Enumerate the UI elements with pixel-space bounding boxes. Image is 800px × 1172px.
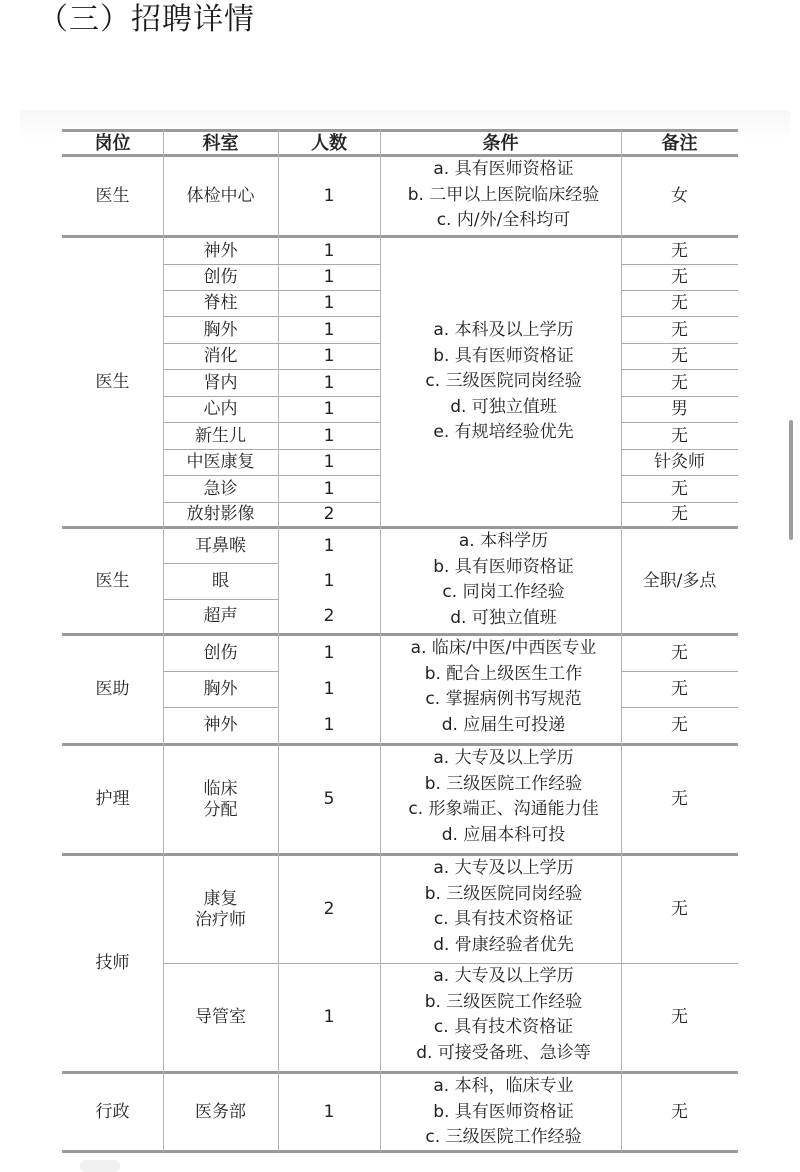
position-cell: 护理	[95, 789, 130, 809]
note-cell: 女	[671, 185, 688, 206]
department-cell	[163, 856, 278, 963]
count-cell: 1	[323, 346, 335, 366]
note-cell: 无	[671, 679, 688, 699]
conditions-cell	[380, 238, 621, 526]
department-cell: 超声	[203, 606, 238, 626]
header-department: 科室	[202, 133, 239, 154]
count-cell: 1	[323, 643, 335, 663]
department-cell: 急诊	[203, 478, 238, 499]
condition-item: c. 三级医院同岗经验	[425, 371, 582, 392]
note-cell: 无	[671, 372, 688, 393]
department-line: 治疗师	[195, 909, 246, 930]
note-cell: 无	[671, 425, 688, 446]
count-cell: 1	[323, 425, 335, 446]
count-cell: 1	[323, 571, 335, 591]
count-cell: 1	[323, 1101, 335, 1122]
condition-item: d. 可接受备班、急诊等	[416, 1042, 591, 1063]
position-cell: 医生	[95, 570, 130, 591]
position-cell: 行政	[95, 1101, 130, 1122]
count-cell: 1	[323, 679, 335, 699]
department-cell: 神外	[203, 240, 238, 261]
condition-item: c. 形象端正、沟通能力佳	[408, 799, 599, 819]
note-cell: 无	[671, 319, 688, 340]
note-cell: 无	[671, 240, 688, 261]
note-cell: 无	[671, 899, 688, 919]
position-cell: 医生	[95, 185, 130, 206]
condition-item: b. 三级医院工作经验	[424, 773, 583, 794]
condition-item: b. 具有医师资格证	[433, 556, 574, 577]
condition-item: b. 二甲以上医院临床经验	[407, 184, 600, 205]
count-cell: 1	[323, 535, 335, 556]
note-cell: 无	[671, 1101, 688, 1122]
condition-item: d. 应届生可投递	[441, 714, 566, 735]
header-notes: 备注	[661, 133, 698, 154]
position-cell: 医助	[95, 679, 130, 699]
count-cell: 1	[323, 240, 335, 261]
count-cell: 1	[323, 399, 335, 419]
department-cell: 脊柱	[203, 293, 238, 313]
note-cell: 无	[671, 346, 688, 366]
department-cell: 医务部	[195, 1101, 246, 1122]
count-cell: 1	[323, 478, 335, 499]
condition-item: a. 本科及以上学历	[433, 320, 574, 341]
condition-item: d. 应届本科可投	[441, 824, 566, 845]
condition-item: b. 具有医师资格证	[433, 345, 574, 366]
condition-item: e. 有规培经验优先	[433, 422, 574, 443]
note-cell: 无	[671, 643, 688, 663]
position-cell: 技师	[95, 953, 130, 973]
condition-item: c. 具有技术资格证	[433, 909, 574, 929]
position-cell: 医生	[95, 371, 130, 392]
condition-item: d. 可独立值班	[450, 396, 557, 417]
conditions-cell	[380, 856, 621, 963]
department-cell: 导管室	[195, 1007, 246, 1027]
header-conditions: 条件	[482, 133, 519, 154]
department-cell: 新生儿	[195, 425, 246, 446]
count-cell: 1	[323, 293, 335, 313]
department-cell: 创伤	[203, 267, 238, 287]
condition-item: c. 具有技术资格证	[433, 1017, 574, 1037]
department-cell: 眼	[212, 571, 229, 591]
condition-item: c. 掌握病例书写规范	[425, 689, 582, 709]
count-cell: 1	[323, 452, 335, 472]
count-cell: 2	[323, 899, 335, 919]
department-cell: 体检中心	[186, 185, 255, 206]
count-cell: 1	[323, 1007, 335, 1027]
count-cell: 1	[323, 267, 335, 287]
conditions-cell	[380, 636, 621, 743]
count-cell: 2	[323, 606, 335, 626]
department-line: 临床	[203, 778, 238, 799]
department-cell: 神外	[203, 715, 238, 735]
department-cell: 心内	[203, 399, 238, 419]
count-cell: 1	[323, 715, 335, 735]
conditions-cell	[380, 746, 621, 853]
condition-item: a. 大专及以上学历	[433, 966, 574, 986]
vertical-scrollbar[interactable]	[789, 420, 793, 540]
note-cell: 针灸师	[654, 452, 705, 472]
note-cell: 无	[671, 267, 688, 287]
conditions-cell	[380, 157, 621, 235]
department-cell	[163, 746, 278, 853]
recruitment-table	[62, 130, 738, 1152]
count-cell: 1	[323, 319, 335, 340]
condition-item: b. 具有医师资格证	[433, 1101, 574, 1122]
note-cell: 无	[671, 293, 688, 313]
condition-item: a. 大专及以上学历	[433, 748, 574, 768]
department-cell: 消化	[203, 346, 238, 366]
department-cell: 肾内	[203, 372, 238, 393]
condition-item: a. 本科学历	[458, 531, 549, 551]
department-cell: 创伤	[203, 643, 238, 663]
page-edge-shadow	[80, 1160, 120, 1172]
condition-item: a. 临床/中医/中西医专业	[410, 638, 597, 658]
count-cell: 5	[323, 789, 335, 809]
condition-item: a. 大专及以上学历	[433, 858, 574, 878]
conditions-cell	[380, 1074, 621, 1150]
condition-item: b. 配合上级医生工作	[424, 663, 583, 684]
department-cell: 耳鼻喉	[195, 535, 246, 556]
conditions-cell	[380, 529, 621, 633]
condition-item: c. 同岗工作经验	[442, 582, 565, 602]
header-position: 岗位	[94, 133, 131, 154]
note-cell: 无	[671, 504, 688, 524]
condition-item: d. 骨康经验者优先	[433, 934, 574, 955]
note-cell: 无	[671, 478, 688, 499]
condition-item: c. 内/外/全科均可	[436, 210, 571, 230]
note-cell: 无	[671, 715, 688, 735]
note-cell: 男	[671, 399, 688, 419]
conditions-cell	[380, 964, 621, 1071]
department-cell: 胸外	[203, 319, 238, 340]
condition-item: d. 可独立值班	[450, 607, 557, 628]
note-cell: 全职/多点	[642, 570, 717, 591]
note-cell: 无	[671, 1007, 688, 1027]
department-line: 康复	[203, 888, 238, 909]
section-title: （三）招聘详情	[38, 2, 255, 37]
count-cell: 1	[323, 185, 335, 206]
condition-item: b. 三级医院工作经验	[424, 991, 583, 1012]
condition-item: c. 三级医院工作经验	[425, 1127, 582, 1147]
condition-item: a. 具有医师资格证	[433, 159, 574, 179]
department-cell: 中医康复	[186, 452, 255, 472]
count-cell: 1	[323, 372, 335, 393]
department-cell: 胸外	[203, 679, 238, 699]
note-cell: 无	[671, 789, 688, 809]
count-cell: 2	[323, 504, 335, 524]
condition-item: a. 本科，临床专业	[433, 1076, 574, 1096]
condition-item: b. 三级医院同岗经验	[424, 883, 583, 904]
department-cell: 放射影像	[186, 504, 255, 524]
department-line: 分配	[203, 799, 238, 820]
header-count: 人数	[311, 133, 347, 154]
